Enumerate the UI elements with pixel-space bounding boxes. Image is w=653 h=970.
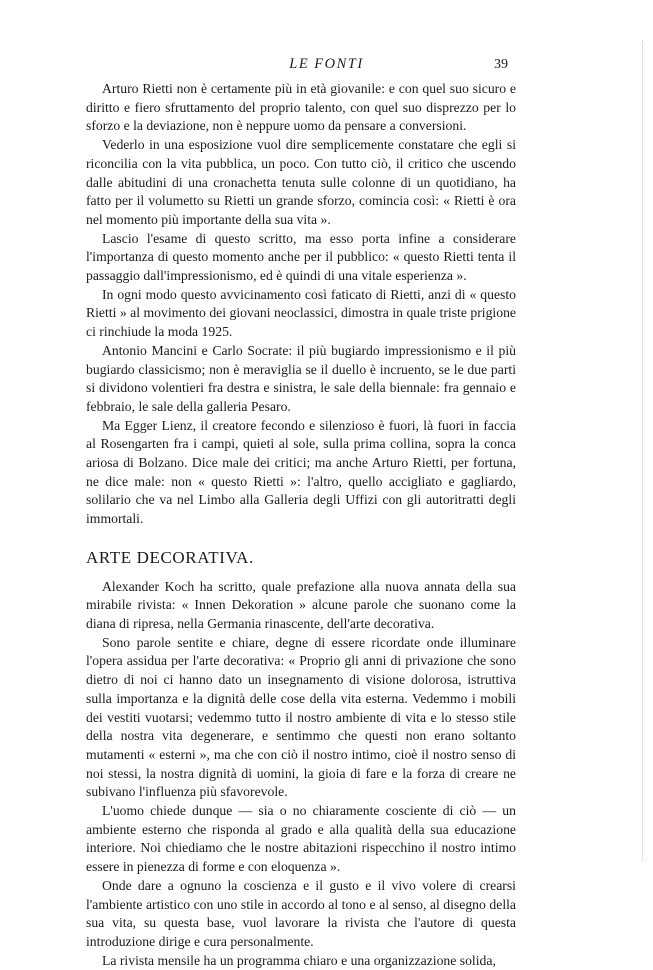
paragraph: L'uomo chiede dunque — sia o no chiaramente cosciente di ciò — un ambiente esterno che risponda al grado e alla qualità della sua educazione interiore. Noi chiediamo che le nostre abitazioni rispecchino il nostro intimo essere in pienezza di forme e con eloquenza ». [86,803,516,875]
paragraph: Vederlo in una esposizione vuol dire semplicemente constatare che egli si riconcilia con la vita pubblica, un poco. Con tutto ciò, il critico che uscendo dalle abitudini di una cronachetta tenuta sulle colonne di un quotidiano, ha fatto per il volumetto su Rietti un grande sforzo, comincia così: « Rietti è ora nel momento più importante della sua vita ». [86,137,516,227]
paragraph: Lascio l'esame di questo scritto, ma esso porta infine a considerare l'importanza di questo momento anche per il pubblico: « questo Rietti tenta il passaggio dall'impressionismo, ed è quindi di una vitale esperienza ». [86,230,516,284]
body-text [86,80,516,970]
paragraph: Arturo Rietti non è certamente più in età giovanile: e con quel suo sicuro e diritto e fiero sfruttamento del proprio talento, con quel suo disprezzo per lo sforzo e la deviazione, non è neppure uomo da pensare a conversioni. [86,81,516,134]
paragraph: La rivista mensile ha un programma chiaro e una organizzazione solida, [102,952,496,968]
page-number: 39 [494,57,508,72]
paragraph: Onde dare a ognuno la coscienza e il gusto e il vivo volere di crearsi l'ambiente artistico con uno stile in accordo al tono e al senso, al disegno della sua vita, su questa base, vuol lavorare la rivista che l'autore di questa introduzione dirige e cura personalmente. [86,877,516,949]
paragraph: Alexander Koch ha scritto, quale prefazione alla nuova annata della sua mirabile rivista: « Innen Dekoration » alcune parole che suonano come la diana di ripresa, nella Germania rinascente, dell'arte decorativa. [86,578,516,631]
paragraph: In ogni modo questo avvicinamento così faticato di Rietti, anzi di « questo Rietti » al movimento dei giovani neoclassici, dimostra in quale triste prigione ci rinchiude la moda 1925. [86,286,516,340]
paragraph: Antonio Mancini e Carlo Socrate: il più bugiardo impressionismo e il più bugiardo classicismo; non è meraviglia se il duello è incruento, se le due parti si dividono volentieri fra destra e sinistra, le sale della biennale: fra gennaio e febbraio, le sale della galleria Pesaro. [86,342,516,414]
section-heading: ARTE DECORATIVA. [86,547,254,567]
paragraph: Ma Egger Lienz, il creatore fecondo e silenzioso è fuori, là fuori in faccia al Rosengarten fra i campi, quieti al sole, sulla prima collina, sopra la conca ariosa di Bolzano. Dice male dei critici; ma anche Arturo Rietti, per fortuna, ne dice male: non « questo Rietti »: l'altro, quello accigliato e gagliardo, solilario che va nel Limbo alla Galleria degli Uffizi con gli autoritratti degli immortali. [86,417,516,527]
margin-dotted-rule [642,40,653,860]
running-title: LE FONTI [289,56,364,72]
paragraph: Sono parole sentite e chiare, degne di essere ricordate onde illuminare l'opera assidua per l'arte decorativa: « Proprio gli anni di privazione che sono dietro di noi ci hanno dato un insegnamento di visione dolorosa, istruttiva sulla importanza e la dignità delle cose della vita esterna. Vedemmo i mobili dei vestiti vuotarsi; vedemmo tutto il nostro ambiente di vita e lo stesso stile della nostra vita degenerare, e sentimmo che questi non erano soltanto mutamenti « esterni », ma che con ciò il nostro intimo, cioè il nostro senso di noi stessi, la nostra dignità di uomini, la gioia di fare e la forza di creare ne subivano l'influenza più sfavorevole. [86,634,516,800]
